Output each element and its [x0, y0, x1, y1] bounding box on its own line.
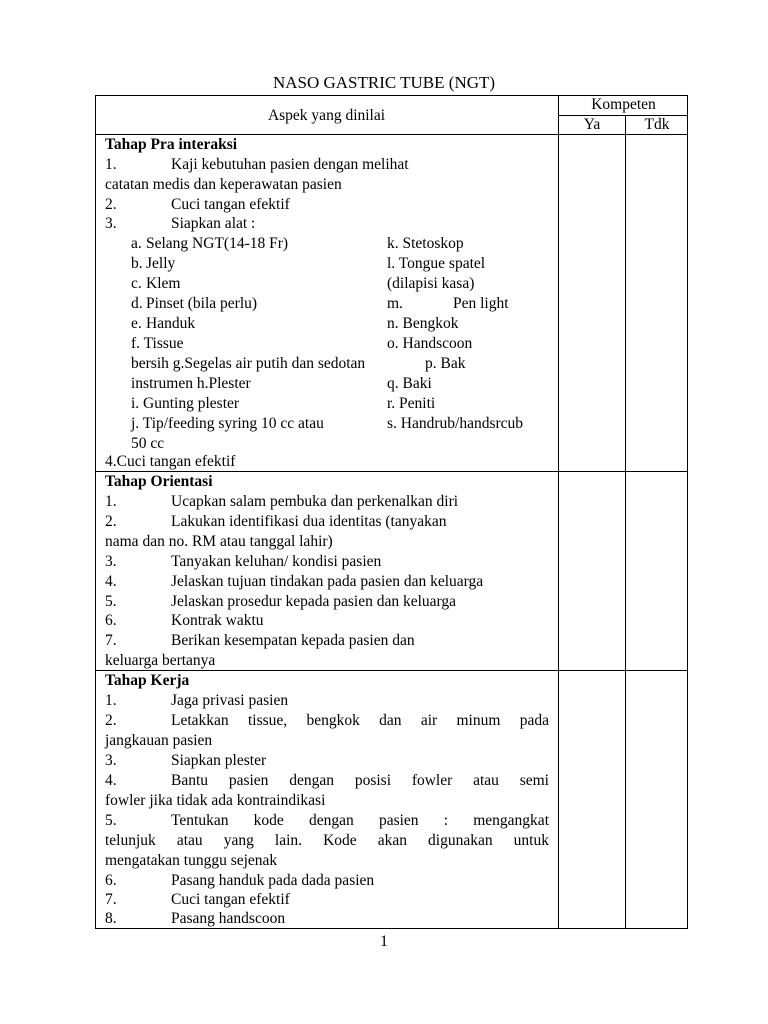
item-text: Cuci tangan efektif	[171, 891, 290, 908]
document-title: NASO GASTRIC TUBE (NGT)	[272, 73, 496, 92]
item-text: Siapkan plester	[171, 752, 267, 769]
item-text: Tentukan kode dengan pasien : mengangkat	[171, 812, 549, 829]
item-text: Letakkan tissue, bengkok dan air minum pada	[171, 712, 549, 729]
item-number: 2.	[105, 712, 117, 729]
tool-letter: e.	[131, 315, 142, 332]
tool-letter: c.	[131, 275, 142, 292]
tool-item: p. Bak	[425, 355, 466, 372]
tool-item: Pinset (bila perlu)	[146, 295, 258, 312]
item-number: 3.	[105, 215, 117, 232]
item-text: Berikan kesempatan kepada pasien dan	[171, 632, 415, 649]
item-text: Cuci tangan efektif	[171, 196, 290, 213]
header-tdk: Tdk	[644, 116, 670, 133]
column-divider-ya	[625, 115, 626, 929]
item-text: 4.Cuci tangan efektif	[105, 453, 236, 470]
item-number: 5.	[105, 593, 117, 610]
item-text: Ucapkan salam pembuka dan perkenalkan diri	[171, 493, 459, 510]
tool-item: n. Bengkok	[387, 315, 459, 332]
tool-item: Jelly	[146, 255, 176, 272]
item-number: 3.	[105, 752, 117, 769]
item-number: 2.	[105, 196, 117, 213]
tool-item: i. Gunting plester	[131, 395, 240, 412]
item-text: Siapkan alat :	[171, 215, 256, 232]
item-number: 7.	[105, 632, 117, 649]
item-text: Pasang handuk pada dada pasien	[171, 872, 375, 889]
tool-item: s. Handrub/handsrcub	[387, 415, 524, 432]
item-text: Jelaskan tujuan tindakan pada pasien dan keluarga	[171, 573, 484, 590]
item-text: Lakukan identifikasi dua identitas (tanyakan	[171, 513, 447, 530]
tool-item: k. Stetoskop	[387, 235, 464, 252]
item-text: Tanyakan keluhan/ kondisi pasien	[171, 553, 382, 570]
tool-item: instrumen h.Plester	[131, 375, 251, 392]
item-number: 4.	[105, 573, 117, 590]
item-number: 2.	[105, 513, 117, 530]
tool-item: Selang NGT(14-18 Fr)	[146, 235, 289, 252]
item-number: 4.	[105, 772, 117, 789]
item-number: 1.	[105, 156, 117, 173]
tool-letter: b.	[131, 255, 143, 272]
item-text: Jaga privasi pasien	[171, 692, 289, 709]
tool-item: (dilapisi kasa)	[387, 275, 475, 292]
item-text: keluarga bertanya	[105, 652, 216, 669]
tool-item: Handuk	[146, 315, 196, 332]
header-ya: Ya	[583, 116, 601, 133]
item-text: Kontrak waktu	[171, 612, 264, 629]
tool-item: j. Tip/feeding syring 10 cc atau	[131, 415, 324, 432]
item-text: Kaji kebutuhan pasien dengan melihat	[171, 156, 409, 173]
tool-item: f. Tissue	[131, 335, 184, 352]
section-heading-kerja: Tahap Kerja	[105, 672, 190, 689]
tool-item: l. Tongue spatel	[387, 255, 486, 272]
item-number: 6.	[105, 612, 117, 629]
item-number: 1.	[105, 493, 117, 510]
item-text: telunjuk atau yang lain. Kode akan digunakan untuk	[105, 832, 549, 849]
item-number: 5.	[105, 812, 117, 829]
item-text: Bantu pasien dengan posisi fowler atau semi	[171, 772, 549, 789]
section-heading-pra-interaksi: Tahap Pra interaksi	[105, 136, 238, 153]
header-aspek: Aspek yang dinilai	[267, 107, 386, 124]
tool-item: bersih g.Segelas air putih dan sedotan	[131, 355, 366, 372]
tool-item: q. Baki	[387, 375, 432, 392]
tool-item: Klem	[146, 275, 181, 292]
tool-item: o. Handscoon	[387, 335, 473, 352]
column-divider-aspek	[558, 95, 559, 929]
item-number: 3.	[105, 553, 117, 570]
item-text: nama dan no. RM atau tanggal lahir)	[105, 533, 333, 550]
item-number: 6.	[105, 872, 117, 889]
item-number: 8.	[105, 910, 117, 927]
item-text: Pasang handscoon	[171, 910, 286, 927]
item-number: 1.	[105, 692, 117, 709]
item-text: Jelaskan prosedur kepada pasien dan keluarga	[171, 593, 457, 610]
tool-item: Pen light	[453, 295, 509, 312]
item-text: jangkauan pasien	[105, 732, 213, 749]
item-number: 7.	[105, 891, 117, 908]
header-kompeten: Kompeten	[591, 96, 656, 113]
tool-item: r. Peniti	[387, 395, 436, 412]
item-text: fowler jika tidak ada kontraindikasi	[105, 792, 326, 809]
item-text: catatan medis dan keperawatan pasien	[105, 176, 342, 193]
item-text: mengatakan tunggu sejenak	[105, 852, 278, 869]
tool-item: 50 cc	[131, 435, 165, 452]
page-number: 1	[380, 933, 388, 950]
section-heading-orientasi: Tahap Orientasi	[105, 473, 213, 490]
tool-letter: m.	[387, 295, 403, 312]
tool-letter: a.	[131, 235, 142, 252]
tool-letter: d.	[131, 295, 143, 312]
